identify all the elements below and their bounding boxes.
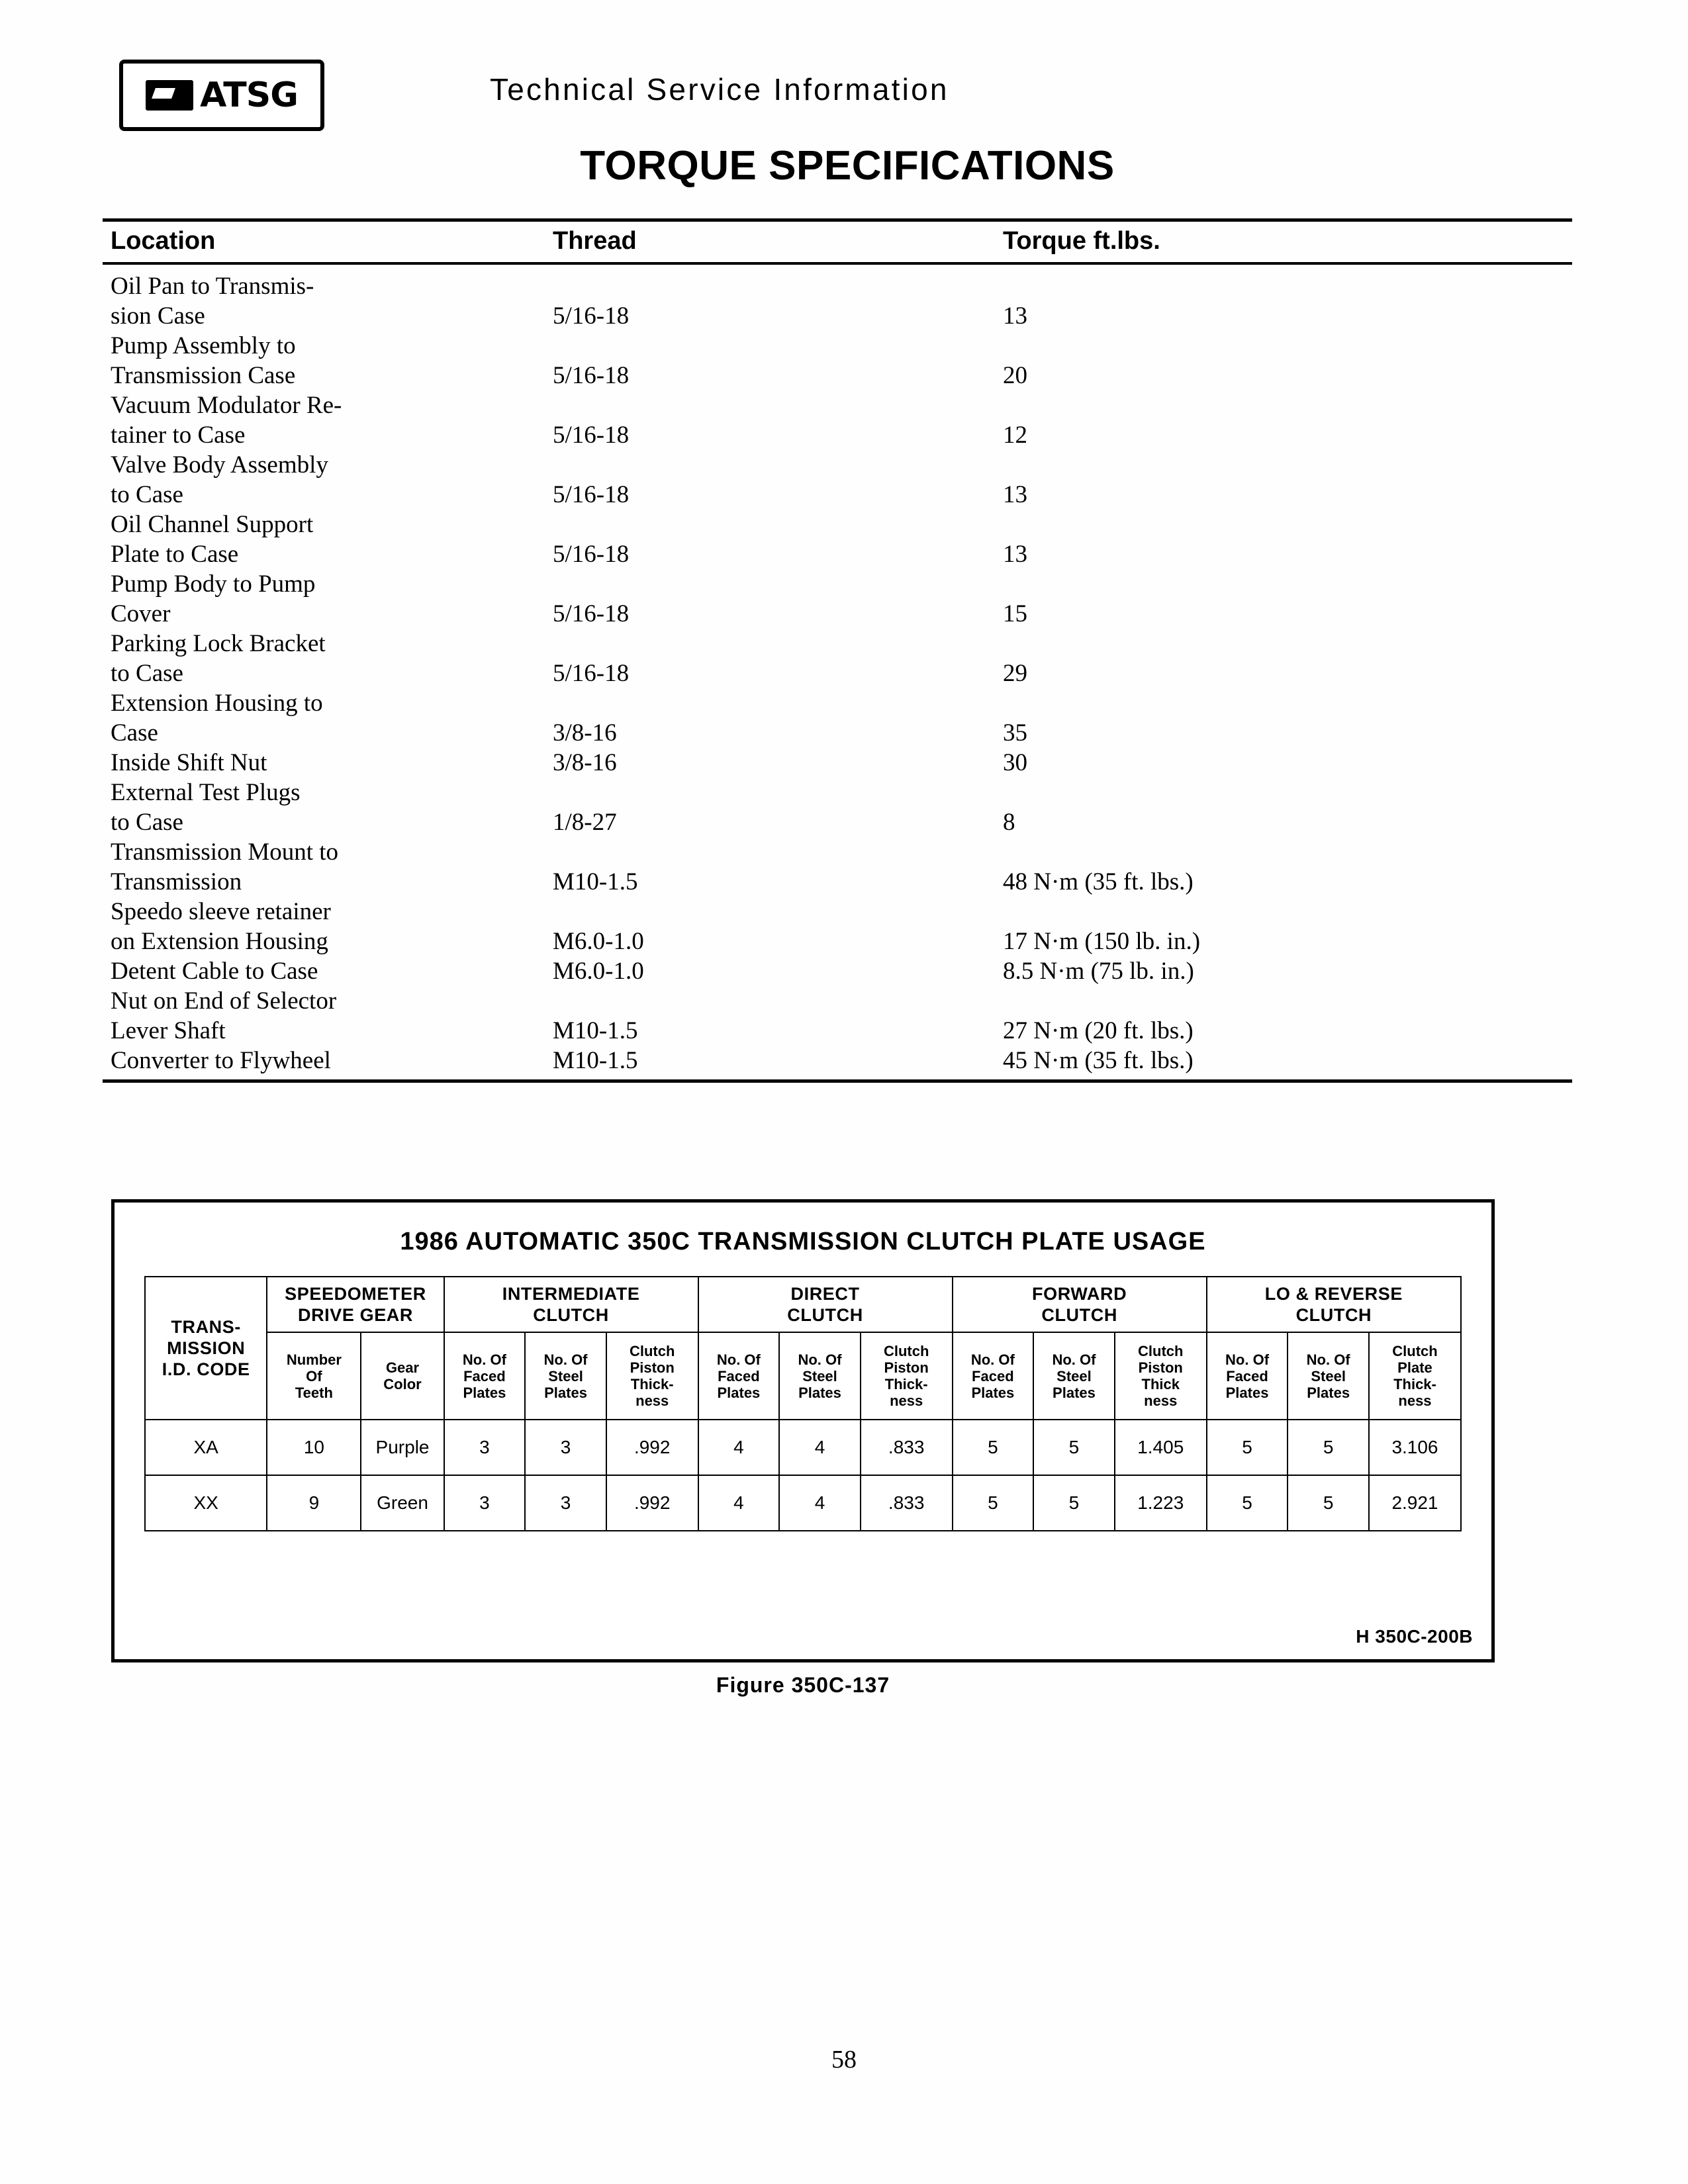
clutch-subheader-cell: No. Of Steel Plates [1288,1332,1369,1420]
clutch-value-cell: 3 [444,1475,526,1531]
torque-value: 20 [1003,362,1027,389]
torque-value: 8 [1003,809,1015,836]
atsg-logo [119,60,324,131]
clutch-value-cell: 5 [1207,1475,1288,1531]
torque-location [103,837,553,897]
clutch-subheader-cell: Clutch Piston Thick- ness [861,1332,953,1420]
clutch-table-body [145,1420,1461,1531]
torque-thread: 3/8-16 [553,749,617,776]
table-row [145,1475,1461,1531]
clutch-value-cell: 4 [779,1475,861,1531]
clutch-value-cell: .992 [606,1420,698,1475]
torque-value: 35 [1003,719,1027,747]
clutch-value-cell: 2.921 [1369,1475,1461,1531]
torque-location-line: Lever Shaft [111,1017,226,1044]
torque-location-line: Extension Housing to [111,690,323,717]
clutch-value-cell: 4 [698,1475,780,1531]
torque-row [103,271,1572,331]
torque-value: 30 [1003,749,1027,776]
clutch-value-cell: 5 [953,1420,1034,1475]
torque-location [103,450,553,510]
clutch-id-code-cell: XX [145,1475,267,1531]
torque-location [103,331,553,390]
clutch-value-cell: 5 [1207,1420,1288,1475]
header-group-intermediate-clutch: INTERMEDIATE CLUTCH [444,1277,698,1332]
torque-row [103,778,1572,837]
logo-text: ATSG [200,75,298,115]
clutch-value-cell: Green [361,1475,444,1531]
torque-location-line: Plate to Case [111,541,239,568]
table-row [145,1420,1461,1475]
torque-location [103,688,553,748]
torque-location-line: Converter to Flywheel [111,1047,331,1074]
clutch-subheader-cell: No. Of Faced Plates [1207,1332,1288,1420]
clutch-value-cell: 3 [525,1475,606,1531]
torque-row [103,837,1572,897]
torque-location [103,271,553,331]
clutch-value-cell: 3.106 [1369,1420,1461,1475]
header-group-forward-clutch: FORWARD CLUTCH [953,1277,1207,1332]
torque-location [103,629,553,688]
torque-location-line: Transmission Case [111,362,296,389]
clutch-value-cell: 5 [1033,1475,1115,1531]
torque-thread: M10-1.5 [553,1047,638,1074]
clutch-value-cell: .833 [861,1475,953,1531]
clutch-subheader-cell: No. Of Faced Plates [698,1332,780,1420]
torque-location-line: Cover [111,600,171,627]
torque-table-body [103,265,1572,1075]
clutch-value-cell: 4 [779,1420,861,1475]
torque-row [103,450,1572,510]
torque-row [103,569,1572,629]
torque-location [103,986,553,1046]
torque-row [103,390,1572,450]
torque-value: 17 N·m (150 lb. in.) [1003,928,1201,955]
clutch-value-cell: .833 [861,1420,953,1475]
clutch-subheader-cell: No. Of Steel Plates [525,1332,606,1420]
column-header-location: Location [111,227,216,255]
clutch-subheader-cell: No. Of Steel Plates [779,1332,861,1420]
clutch-value-cell: 1.405 [1115,1420,1207,1475]
torque-location-line: Oil Pan to Transmis- [111,273,314,300]
torque-thread: 5/16-18 [553,422,630,449]
torque-row [103,897,1572,956]
clutch-value-cell: 5 [1033,1420,1115,1475]
clutch-id-code-cell: XA [145,1420,267,1475]
torque-table [103,218,1572,1083]
torque-location-line: Transmission [111,868,242,895]
clutch-value-cell: 3 [525,1420,606,1475]
torque-location-line: External Test Plugs [111,779,301,806]
torque-thread: 5/16-18 [553,541,630,568]
clutch-subheader-cell: Clutch Piston Thick ness [1115,1332,1207,1420]
clutch-usage-table [144,1276,1462,1531]
torque-thread: M10-1.5 [553,1017,638,1044]
torque-value: 29 [1003,660,1027,687]
torque-location-line: on Extension Housing [111,928,328,955]
page-title: TORQUE SPECIFICATIONS [580,143,1115,189]
header-group-direct-clutch: DIRECT CLUTCH [698,1277,953,1332]
torque-row [103,956,1572,986]
torque-row [103,510,1572,569]
torque-thread: M10-1.5 [553,868,638,895]
clutch-value-cell: 5 [953,1475,1034,1531]
torque-row [103,331,1572,390]
torque-value: 13 [1003,302,1027,330]
torque-value: 12 [1003,422,1027,449]
header-group-speedometer-drive-gear: SPEEDOMETER DRIVE GEAR [267,1277,444,1332]
torque-location-line: Case [111,719,158,747]
torque-thread: 5/16-18 [553,600,630,627]
torque-row [103,629,1572,688]
torque-thread: M6.0-1.0 [553,928,644,955]
clutch-value-cell: 5 [1288,1420,1369,1475]
clutch-group-header-row [145,1277,1461,1332]
torque-thread: 5/16-18 [553,481,630,508]
torque-location-line: sion Case [111,302,205,330]
technical-service-line: Technical Service Information [490,72,949,107]
torque-location [103,390,553,450]
torque-location-line: Speedo sleeve retainer [111,898,331,925]
torque-location-line: Valve Body Assembly [111,451,328,478]
torque-location [103,897,553,956]
torque-location-line: Pump Body to Pump [111,570,316,598]
figure-reference-code: H 350C-200B [1356,1626,1473,1647]
clutch-value-cell: 1.223 [1115,1475,1207,1531]
torque-location-line: Oil Channel Support [111,511,314,538]
clutch-value-cell: Purple [361,1420,444,1475]
torque-location [103,1046,553,1075]
torque-value: 45 N·m (35 ft. lbs.) [1003,1047,1194,1074]
torque-location-line: tainer to Case [111,422,246,449]
clutch-subheader-cell: No. Of Faced Plates [444,1332,526,1420]
torque-thread: 5/16-18 [553,660,630,687]
torque-row [103,748,1572,778]
clutch-value-cell: 9 [267,1475,361,1531]
clutch-subheader-cell: No. Of Faced Plates [953,1332,1034,1420]
torque-location-line: Inside Shift Nut [111,749,267,776]
clutch-value-cell: 10 [267,1420,361,1475]
torque-location [103,778,553,837]
torque-thread: 3/8-16 [553,719,617,747]
torque-thread: 1/8-27 [553,809,617,836]
clutch-subheader-cell: Clutch Piston Thick- ness [606,1332,698,1420]
torque-location-line: Parking Lock Bracket [111,630,326,657]
clutch-value-cell: 5 [1288,1475,1369,1531]
page-number: 58 [831,2046,857,2073]
torque-table-header [103,222,1572,259]
page-header [119,53,1575,139]
clutch-value-cell: .992 [606,1475,698,1531]
torque-location-line: to Case [111,481,183,508]
torque-row [103,688,1572,748]
clutch-subheader-cell: Clutch Plate Thick- ness [1369,1332,1461,1420]
torque-location-line: Detent Cable to Case [111,958,318,985]
torque-value: 8.5 N·m (75 lb. in.) [1003,958,1194,985]
header-group-lo-reverse-clutch: LO & REVERSE CLUTCH [1207,1277,1461,1332]
clutch-subheader-cell: Number Of Teeth [267,1332,361,1420]
torque-location [103,510,553,569]
clutch-value-cell: 4 [698,1420,780,1475]
torque-value: 13 [1003,481,1027,508]
torque-value: 15 [1003,600,1027,627]
torque-location-line: Pump Assembly to [111,332,296,359]
torque-row [103,1046,1572,1075]
torque-value: 27 N·m (20 ft. lbs.) [1003,1017,1194,1044]
figure-title: 1986 AUTOMATIC 350C TRANSMISSION CLUTCH PLATE USAGE [400,1228,1206,1255]
header-transmission-id-code: TRANS- MISSION I.D. CODE [145,1277,267,1420]
torque-value: 13 [1003,541,1027,568]
column-header-thread: Thread [553,227,637,255]
clutch-subheader-cell: No. Of Steel Plates [1033,1332,1115,1420]
rule-bottom [103,1079,1572,1083]
torque-thread: 5/16-18 [553,302,630,330]
figure-caption: Figure 350C-137 [716,1673,890,1697]
clutch-value-cell: 3 [444,1420,526,1475]
torque-location-line: Transmission Mount to [111,839,339,866]
torque-location [103,956,553,986]
clutch-subheader-row [145,1332,1461,1420]
torque-location-line: Vacuum Modulator Re- [111,392,342,419]
torque-thread: M6.0-1.0 [553,958,644,985]
column-header-torque: Torque ft.lbs. [1003,227,1160,255]
torque-location [103,569,553,629]
torque-value: 48 N·m (35 ft. lbs.) [1003,868,1194,895]
torque-row [103,986,1572,1046]
torque-thread: 5/16-18 [553,362,630,389]
checkmark-flag-icon [146,80,193,111]
clutch-plate-usage-figure [111,1199,1495,1662]
torque-location-line: Nut on End of Selector [111,987,337,1015]
torque-location-line: to Case [111,809,183,836]
torque-location-line: to Case [111,660,183,687]
torque-location [103,748,553,778]
clutch-subheader-cell: Gear Color [361,1332,444,1420]
